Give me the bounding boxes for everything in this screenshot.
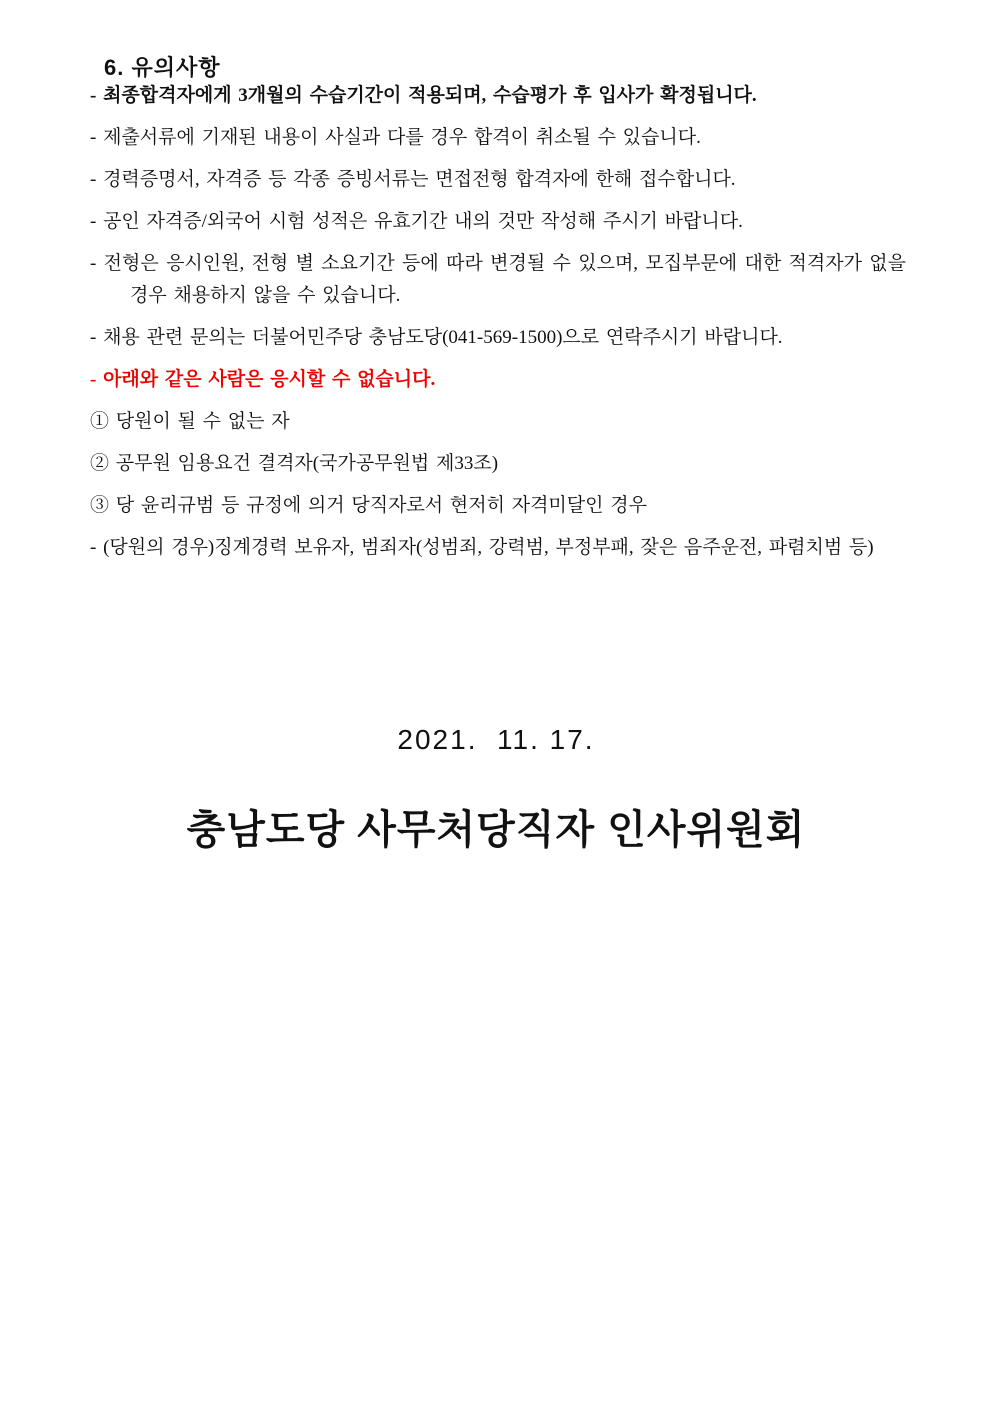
notice-item: - (당원의 경우)징계경력 보유자, 범죄자(성범죄, 강력범, 부정부패, 잦은 음주운전, 파렴치범 등) [90, 537, 874, 558]
notice-item: ② 공무원 임용요건 결격자(국가공무원법 제33조) [90, 453, 499, 474]
notice-item: ① 당원이 될 수 없는 자 [90, 411, 290, 432]
notice-item: - 최종합격자에게 3개월의 수습기간이 적용되며, 수습평가 후 입사가 확정됩니다. [90, 85, 757, 106]
committee-title: 충남도당 사무처당직자 인사위원회 [186, 808, 806, 852]
notice-list [90, 80, 906, 574]
notice-item: - 공인 자격증/외국어 시험 성적은 유효기간 내의 것만 작성해 주시기 바랍니다. [90, 211, 743, 232]
notice-item: - 전형은 응시인원, 전형 별 소요기간 등에 따라 변경될 수 있으며, 모집부문에 대한 적격자가 없을 경우 채용하지 않을 수 있습니다. [90, 253, 906, 306]
notice-item: - 채용 관련 문의는 더불어민주당 충남도당(041-569-1500)으로 연락주시기 바랍니다. [90, 327, 783, 348]
section-title: 6. 유의사항 [104, 55, 221, 81]
document-date: 2021. 11. 17. [397, 724, 595, 755]
notice-item: - 경력증명서, 자격증 등 각종 증빙서류는 면접전형 합격자에 한해 접수합니다. [90, 169, 736, 190]
notice-item: - 아래와 같은 사람은 응시할 수 없습니다. [90, 369, 436, 390]
notice-item: ③ 당 윤리규범 등 규정에 의거 당직자로서 현저히 자격미달인 경우 [90, 495, 647, 516]
notice-item: - 제출서류에 기재된 내용이 사실과 다를 경우 합격이 취소될 수 있습니다. [90, 127, 701, 148]
